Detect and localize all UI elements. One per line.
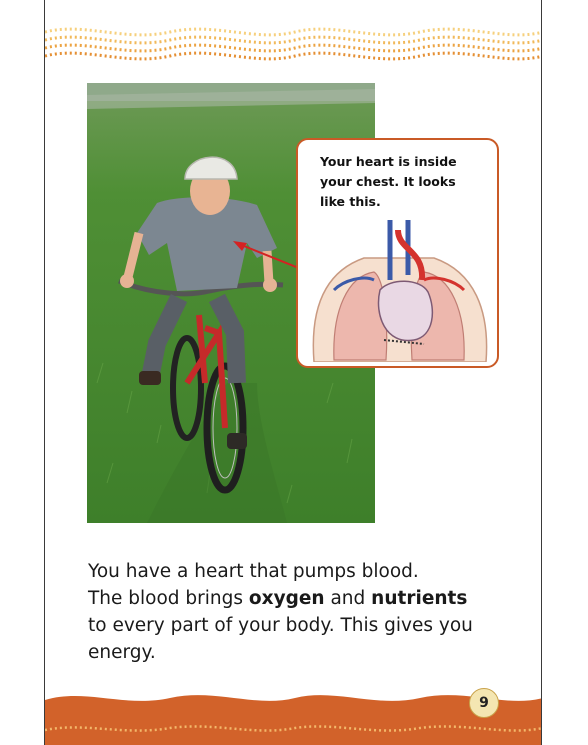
body-line-2-mid: and <box>324 588 372 609</box>
body-line-4: energy. <box>88 642 156 663</box>
callout-caption <box>320 152 490 212</box>
bottom-decorative-band <box>45 686 542 745</box>
keyword-oxygen: oxygen <box>248 588 325 609</box>
body-paragraph <box>88 558 508 666</box>
heart-callout-box <box>296 138 499 368</box>
body-line-1: You have a heart that pumps blood. <box>88 561 419 582</box>
page <box>44 0 542 745</box>
callout-line-1: Your heart is inside <box>320 154 457 169</box>
keyword-nutrients: nutrients <box>371 588 468 609</box>
callout-line-3: like this. <box>320 194 381 209</box>
body-line-3: to every part of your body. This gives you <box>88 615 473 636</box>
page-number-badge: 9 <box>469 688 499 718</box>
heart-diagram <box>304 220 494 362</box>
body-line-2 <box>88 585 508 612</box>
top-decorative-border <box>45 18 542 68</box>
callout-line-2: your chest. It looks <box>320 174 456 189</box>
body-line-2-start: The blood brings <box>88 588 249 609</box>
